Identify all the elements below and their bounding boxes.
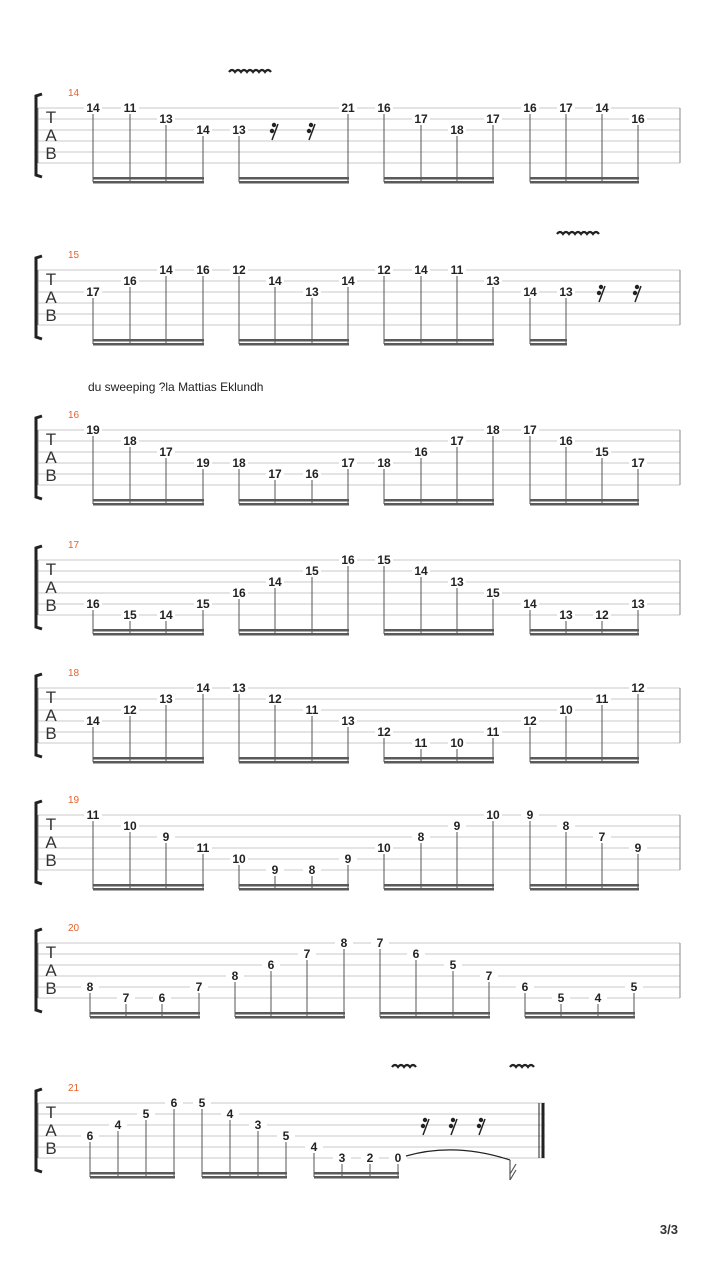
fret-number: 6 [521,980,529,994]
beam-secondary [90,1176,175,1179]
fret-number: 5 [630,980,638,994]
system-bracket [36,1089,42,1172]
fret-number: 14 [86,714,100,728]
fret-number: 11 [595,692,609,706]
beam-primary [239,629,349,632]
fret-number: 13 [486,274,500,288]
fret-number: 12 [595,608,609,622]
fret-number: 6 [86,1129,94,1143]
beam-secondary [93,343,204,346]
beam-secondary [384,343,494,346]
system-bracket [36,94,42,177]
fret-number: 10 [377,841,391,855]
fret-number: 12 [377,725,391,739]
fret-number: 17 [159,445,173,459]
fret-number: 11 [123,101,137,115]
beam-secondary [239,343,349,346]
fret-number: 5 [557,991,565,1005]
fret-number: 13 [559,285,573,299]
measure-number: 16 [68,410,80,421]
beam-primary [530,177,639,180]
beam-primary [93,629,204,632]
system-bracket [36,416,42,499]
beam-secondary [530,181,639,184]
fret-number: 15 [377,553,391,567]
tab-clef-letter: A [45,448,57,467]
beam-primary [530,499,639,502]
fret-number: 17 [268,467,282,481]
beam-primary [93,499,204,502]
tab-clef-letter: B [45,1139,57,1158]
beam-primary [384,629,494,632]
beam-primary [384,884,494,887]
fret-number: 4 [310,1140,318,1154]
fret-number: 9 [634,841,642,855]
fret-number: 12 [631,681,645,695]
fret-number: 16 [559,434,573,448]
fret-number: 8 [86,980,94,994]
tab-clef-letter: T [45,1103,57,1122]
fret-number: 17 [486,112,500,126]
rest-dot [633,291,637,295]
rest-dot [307,129,311,133]
fret-number: 18 [486,423,500,437]
beam-secondary [239,761,349,764]
measure-number: 15 [68,250,80,261]
fret-number: 13 [341,714,355,728]
fret-number: 10 [450,736,464,750]
fret-number: 15 [486,586,500,600]
fret-number: 14 [414,564,428,578]
beam-secondary [384,181,494,184]
beam-primary [235,1012,345,1015]
vibrato-mark [392,1065,416,1067]
fret-number: 18 [450,123,464,137]
fret-number: 11 [414,736,428,750]
beam-primary [530,339,567,342]
fret-number: 11 [305,703,319,717]
beam-primary [90,1172,175,1175]
fret-number: 14 [414,263,428,277]
fret-number: 7 [376,936,384,950]
fret-number: 14 [595,101,609,115]
rest-dot [423,1118,427,1122]
fret-number: 18 [232,456,246,470]
fret-number: 17 [341,456,355,470]
beam-primary [525,1012,635,1015]
fret-number: 13 [159,692,173,706]
fret-number: 6 [267,958,275,972]
fret-number: 8 [308,863,316,877]
technique-annotation: du sweeping ?la Mattias Eklundh [88,380,264,394]
fret-number: 8 [340,936,348,950]
tab-clef-letter: B [45,851,57,870]
fret-number: 16 [377,101,391,115]
measure-number: 20 [68,923,80,934]
fret-number: 8 [231,969,239,983]
fret-number: 6 [170,1096,178,1110]
fret-number: 4 [594,991,602,1005]
fret-number: 13 [159,112,173,126]
rest-dot [309,123,313,127]
tab-clef-letter: A [45,833,57,852]
fret-number: 12 [377,263,391,277]
fret-number: 17 [414,112,428,126]
beam-secondary [314,1176,399,1179]
fret-number: 14 [268,274,282,288]
fret-number: 12 [268,692,282,706]
beam-primary [90,1012,200,1015]
tab-clef-letter: B [45,724,57,743]
beam-secondary [384,888,494,891]
fret-number: 19 [86,423,100,437]
beam-primary [530,629,639,632]
tab-clef-letter: B [45,596,57,615]
fret-number: 8 [562,819,570,833]
beam-primary [384,757,494,760]
tab-clef-letter: T [45,943,57,962]
beam-secondary [239,181,349,184]
fret-number: 10 [123,819,137,833]
fret-number: 7 [122,991,130,1005]
fret-number: 3 [338,1151,346,1165]
beam-secondary [530,503,639,506]
beam-primary [239,757,349,760]
fret-number: 16 [123,274,137,288]
fret-number: 11 [196,841,210,855]
rest-dot [635,285,639,289]
beam-secondary [202,1176,287,1179]
fret-number: 16 [631,112,645,126]
fret-number: 13 [450,575,464,589]
beam-primary [384,339,494,342]
fret-number: 16 [196,263,210,277]
measure-number: 21 [68,1083,80,1094]
tab-clef-letter: A [45,1121,57,1140]
beam-secondary [93,633,204,636]
rest-dot [421,1124,425,1128]
tab-clef-letter: B [45,144,57,163]
fret-number: 14 [86,101,100,115]
beam-secondary [530,888,639,891]
beam-primary [384,499,494,502]
beam-primary [530,757,639,760]
measure-number: 17 [68,540,80,551]
system-bracket [36,929,42,1012]
grace-stem [510,1160,516,1180]
fret-number: 9 [526,808,534,822]
fret-number: 6 [158,991,166,1005]
tab-clef-letter: A [45,961,57,980]
fret-number: 12 [123,703,137,717]
beam-secondary [239,888,349,891]
fret-number: 7 [485,969,493,983]
fret-number: 14 [159,263,173,277]
fret-number: 13 [631,597,645,611]
fret-number: 2 [366,1151,374,1165]
beam-secondary [93,761,204,764]
fret-number: 12 [232,263,246,277]
fret-number: 5 [449,958,457,972]
tab-clef-letter: B [45,466,57,485]
fret-number: 19 [196,456,210,470]
beam-primary [384,177,494,180]
rest-dot [597,291,601,295]
tab-system-19 [36,795,680,891]
fret-number: 18 [377,456,391,470]
fret-number: 14 [341,274,355,288]
fret-number: 17 [450,434,464,448]
fret-number: 16 [523,101,537,115]
fret-number: 17 [523,423,537,437]
beam-primary [314,1172,399,1175]
beam-secondary [384,633,494,636]
beam-primary [93,884,204,887]
fret-number: 11 [86,808,100,822]
beam-primary [530,884,639,887]
fret-number: 14 [523,285,537,299]
beam-secondary [530,633,639,636]
fret-number: 3 [254,1118,262,1132]
vibrato-mark [510,1065,534,1067]
fret-number: 7 [195,980,203,994]
tab-system-21 [36,1065,545,1180]
fret-number: 9 [344,852,352,866]
tab-system-17 [36,540,680,636]
fret-number: 7 [598,830,606,844]
beam-secondary [93,888,204,891]
beam-secondary [239,503,349,506]
tab-system-14 [36,70,680,184]
tab-clef-letter: T [45,108,57,127]
beam-secondary [530,343,567,346]
fret-number: 11 [486,725,500,739]
fret-number: 14 [196,681,210,695]
fret-number: 4 [114,1118,122,1132]
fret-number: 6 [412,947,420,961]
fret-number: 14 [196,123,210,137]
fret-number: 16 [86,597,100,611]
fret-number: 15 [196,597,210,611]
beam-primary [380,1012,490,1015]
measure-number: 19 [68,795,80,806]
tab-system-15 [36,232,680,346]
fret-number: 10 [232,852,246,866]
fret-number: 9 [271,863,279,877]
fret-number: 16 [414,445,428,459]
fret-number: 14 [268,575,282,589]
rest-dot [272,123,276,127]
system-bracket [36,546,42,629]
fret-number: 10 [559,703,573,717]
fret-number: 5 [282,1129,290,1143]
beam-primary [93,177,204,180]
beam-primary [93,757,204,760]
beam-primary [202,1172,287,1175]
fret-number: 11 [450,263,464,277]
fret-number: 13 [559,608,573,622]
fret-number: 7 [303,947,311,961]
tab-clef-letter: T [45,430,57,449]
measure-number: 18 [68,668,80,679]
fret-number: 13 [305,285,319,299]
vibrato-mark [557,232,599,234]
fret-number: 5 [198,1096,206,1110]
tab-clef-letter: A [45,578,57,597]
fret-number: 16 [305,467,319,481]
tab-clef-letter: B [45,306,57,325]
beam-secondary [239,633,349,636]
fret-number: 13 [232,681,246,695]
beam-secondary [93,181,204,184]
fret-number: 13 [232,123,246,137]
fret-number: 18 [123,434,137,448]
fret-number: 0 [394,1151,402,1165]
fret-number: 16 [232,586,246,600]
rest-dot [270,129,274,133]
fret-number: 17 [631,456,645,470]
rest-dot [477,1124,481,1128]
fret-number: 8 [417,830,425,844]
beam-secondary [384,761,494,764]
fret-number: 21 [341,101,355,115]
beam-secondary [384,503,494,506]
system-bracket [36,801,42,884]
measure-number: 14 [68,88,80,99]
beam-primary [239,339,349,342]
fret-number: 10 [486,808,500,822]
tab-clef-letter: T [45,560,57,579]
tab-system-20 [36,923,680,1019]
rest-dot [449,1124,453,1128]
tab-clef-letter: T [45,815,57,834]
tab-system-16 [36,410,680,506]
page-number: 3/3 [659,1222,678,1237]
fret-number: 5 [142,1107,150,1121]
beam-secondary [93,503,204,506]
fret-number: 17 [559,101,573,115]
fret-number: 15 [123,608,137,622]
tab-system-18 [36,668,680,764]
beam-secondary [525,1016,635,1019]
fret-number: 9 [162,830,170,844]
beam-secondary [380,1016,490,1019]
tab-clef-letter: A [45,126,57,145]
rest-dot [451,1118,455,1122]
beam-primary [93,339,204,342]
fret-number: 14 [523,597,537,611]
tab-clef-letter: T [45,270,57,289]
fret-number: 4 [226,1107,234,1121]
tab-clef-letter: A [45,288,57,307]
beam-secondary [235,1016,345,1019]
beam-secondary [530,761,639,764]
beam-primary [239,177,349,180]
fret-number: 16 [341,553,355,567]
beam-secondary [90,1016,200,1019]
system-bracket [36,256,42,339]
fret-number: 14 [159,608,173,622]
tab-clef-letter: T [45,688,57,707]
vibrato-mark [229,70,271,72]
tab-clef-letter: A [45,706,57,725]
system-bracket [36,674,42,757]
beam-primary [239,499,349,502]
rest-dot [479,1118,483,1122]
fret-number: 12 [523,714,537,728]
fret-number: 17 [86,285,100,299]
fret-number: 15 [305,564,319,578]
fret-number: 15 [595,445,609,459]
beam-primary [239,884,349,887]
rest-dot [599,285,603,289]
tab-clef-letter: B [45,979,57,998]
fret-number: 9 [453,819,461,833]
